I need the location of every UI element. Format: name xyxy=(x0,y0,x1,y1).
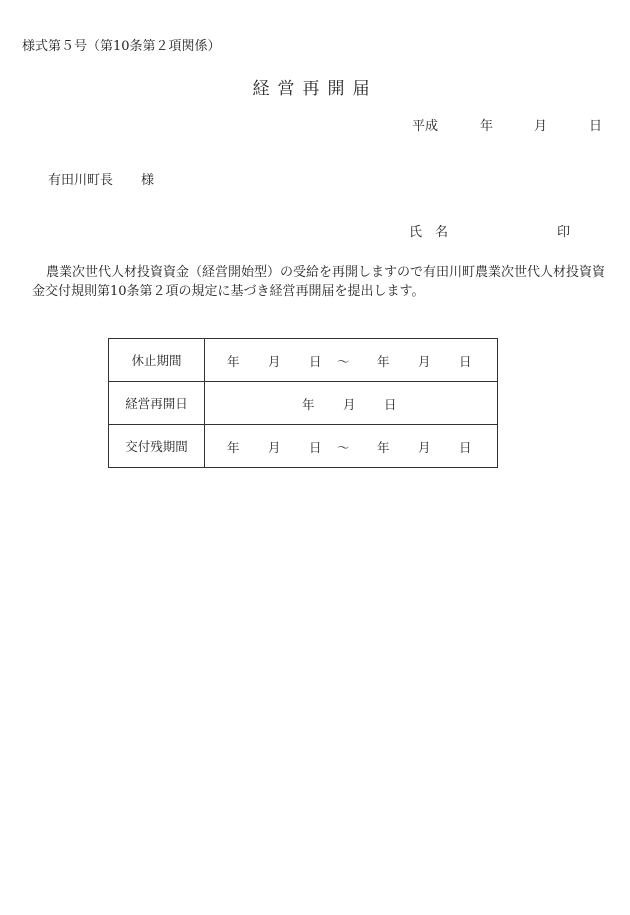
start-day-label: 日 xyxy=(309,440,322,455)
document-title: 経営再開届 xyxy=(252,79,378,99)
start-year-label: 年 xyxy=(227,354,240,369)
range-tilde: ～ xyxy=(337,440,350,455)
end-year-label: 年 xyxy=(377,354,390,369)
end-day-label: 日 xyxy=(459,440,472,455)
era-label: 平成 xyxy=(412,119,439,134)
range-tilde: ～ xyxy=(337,354,350,369)
recipient xyxy=(48,169,154,188)
body-paragraph: 農業次世代人材投資資金（経営開始型）の受給を再開しますので有田川町農業次世代人材投資資金交付規則第10条第２項の規定に基づき経営再開届を提出します。 xyxy=(32,265,606,299)
end-year-label: 年 xyxy=(377,440,390,455)
signer-name-label: 氏 名 xyxy=(409,225,449,240)
month-label: 月 xyxy=(534,119,548,134)
table-row xyxy=(109,339,498,382)
start-month-label: 月 xyxy=(268,440,281,455)
month-label: 月 xyxy=(343,397,356,412)
resumption-date-value xyxy=(205,382,498,425)
table-row xyxy=(109,382,498,425)
end-month-label: 月 xyxy=(418,354,431,369)
start-day-label: 日 xyxy=(309,354,322,369)
day-label: 日 xyxy=(384,397,397,412)
table-row xyxy=(109,425,498,468)
recipient-honorific: 様 xyxy=(141,173,155,188)
year-label: 年 xyxy=(480,119,494,134)
end-month-label: 月 xyxy=(418,440,431,455)
remaining-period-value xyxy=(205,425,498,468)
day-label: 日 xyxy=(589,119,603,134)
seal-label: 印 xyxy=(557,225,571,240)
form-number: 様式第５号（第10条第２項関係） xyxy=(22,39,221,54)
start-month-label: 月 xyxy=(268,354,281,369)
row-label-resumption-date: 経営再開日 xyxy=(109,382,205,425)
row-label-suspension-period: 休止期間 xyxy=(109,339,205,382)
end-day-label: 日 xyxy=(459,354,472,369)
row-label-remaining-period: 交付残期間 xyxy=(109,425,205,468)
year-label: 年 xyxy=(302,397,315,412)
recipient-name: 有田川町長 xyxy=(48,173,114,188)
start-year-label: 年 xyxy=(227,440,240,455)
period-table xyxy=(108,338,498,468)
suspension-period-value xyxy=(205,339,498,382)
